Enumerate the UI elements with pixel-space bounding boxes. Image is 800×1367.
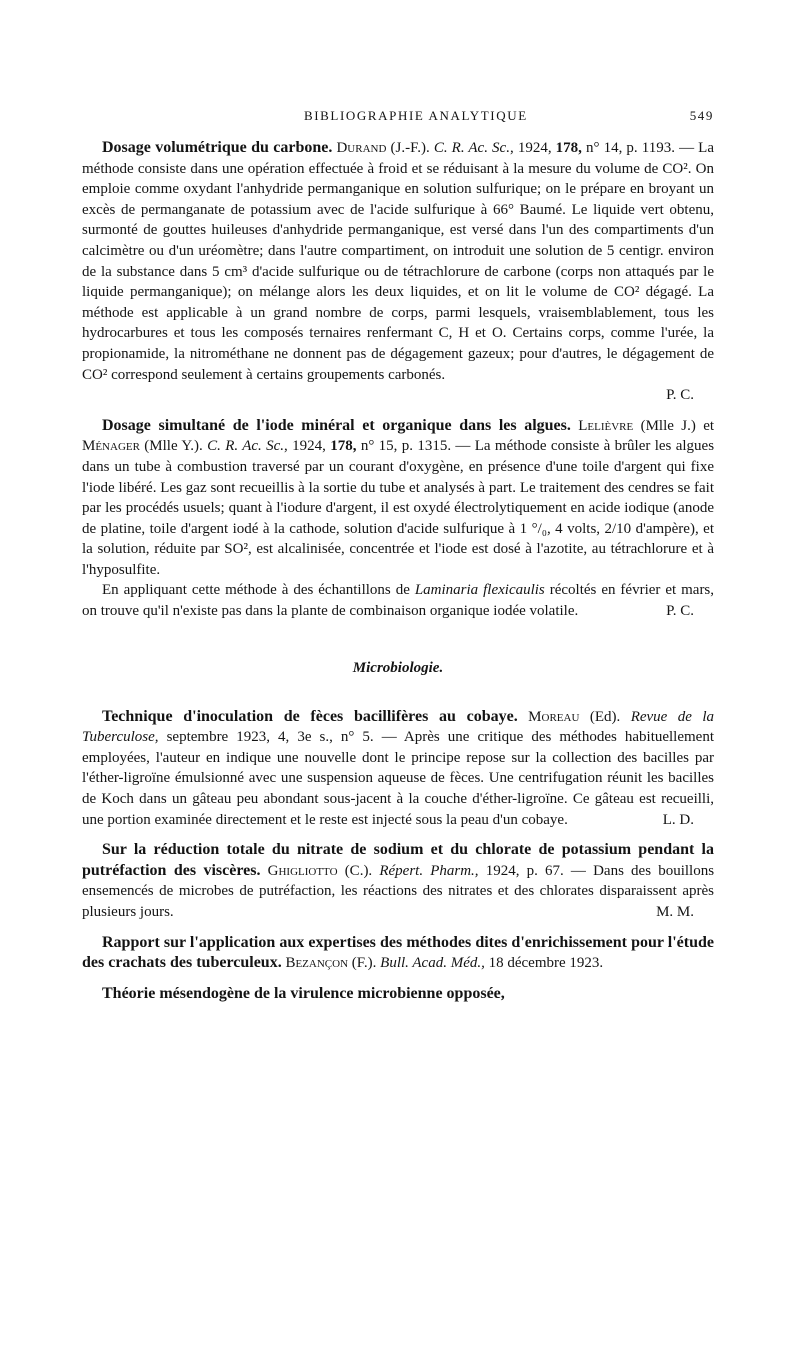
author-name: Bezançon <box>285 955 349 972</box>
abstract-text: Après une critique des méthodes habituellement employées, l'auteur en indique une nouvelle dont le principe repose sur la collection des bacilles par l'éther-ligroïne émulsionné avec une suspension aqueuse de fèces. Une centrifugation réunit les bacilles de Koch dans un gâteau peu abondant sous-jacent à la couche d'éther-ligroïne. Ce gâteau est recueilli, une portion examinée directement et le reste est injecté sous la peau d'un cobaye. <box>82 729 715 828</box>
author-initials: (F.). <box>351 955 377 972</box>
year: 1924, <box>292 438 326 455</box>
abstract-entry-carbone <box>82 138 714 406</box>
abstract-entry-reduction <box>82 840 714 922</box>
year: 1924, <box>517 140 552 156</box>
author-initials: (C.). <box>344 862 373 879</box>
entry-paragraph: Dosage simultané de l'iode minéral et organique dans les algues. Lelièvre (Mlle J.) et Ménager (Mlle Y.). C. R. Ac. Sc., 1924, 178, n° 15, p. 1315. — La méthode consiste à brûler les algues dans un tube à combustion traversé par un courant d'oxygène, en présence d'une toile d'argent qui fixe l'iode libéré. Les gaz sont recueillis à la sortie du tube et analysés à part. Le traitement des cendres se fait par les procédés usuels; quant à l'iodure d'argent, il est oxydé électrolytiquement en acide iodique (anode de platine, toile d'argent iodé à la cathode, solution d'acide sulfurique à 1 °/₀, 4 volts, 2/10 d'ampère), et la solution, réduite par SO², est alcalinisée, concentrée et l'iode est dosé à l'azotite, au tétrachlorure et à l'hyposulfite. <box>82 416 715 578</box>
entry-title: Dosage volumétrique du carbone. <box>102 139 333 156</box>
abstract-text: La méthode consiste à brûler les algues dans un tube à combustion traversé par un courant d'oxygène, en présence d'une toile d'argent qui fixe l'iode libéré. Les gaz sont recueillis à la sortie du tube et analysés à part. Le traitement des cendres se fait par les procédés usuels; quant à l'iodure d'argent, il est oxydé électrolytiquement en acide iodique (anode de platine, toile d'argent iodé à la cathode, solution d'acide sulfurique à 1 °/₀, 4 volts, 2/10 d'ampère), et la solution, réduite par SO², est alcalinisée, concentrée et l'iode est dosé à l'azotite, au tétrachlorure et à l'hyposulfite. <box>82 438 715 578</box>
author-name: Ménager <box>82 438 140 455</box>
species-name: Laminaria flexicaulis <box>414 582 545 599</box>
entry-title: Rapport sur l'application aux expertises des méthodes dites d'enrichissement pour l'étude des crachats des tuberculeux. <box>82 933 714 972</box>
entry-title: Dosage simultané de l'iode minéral et organique dans les algues. <box>102 416 571 434</box>
abstract-entry-iode <box>82 416 714 622</box>
signature: P. C. <box>666 603 694 620</box>
abstract-entry-rapport <box>82 933 714 974</box>
journal-name: Revue de la Tuberculose, <box>82 708 715 746</box>
journal-name: C. R. Ac. Sc. <box>433 140 510 156</box>
reference: 1924, p. 67. — <box>485 862 586 879</box>
signature: P. C. <box>666 387 694 404</box>
abstract-text: Dans des bouillons ensemencés de microbes de putréfaction, les réactions des nitrates et des chlorates disparaissent après plusieurs jours. <box>82 862 715 920</box>
running-header <box>82 108 714 124</box>
abstract-entry-theorie <box>82 984 714 1005</box>
author-name: Ghigliotto <box>267 862 338 879</box>
entry-paragraph <box>82 707 714 831</box>
signature: M. M. <box>656 904 694 920</box>
abstract-text: La méthode consiste dans une opération effectuée à froid et se réduisant à la mesure du volume de CO². On emploie comme oxydant l'anhydride permanganique en solution sulfurique; on le prépare en broyant un excès de permanganate de potassium avec de l'acide sulfurique à 66° Baumé. Le liquide vert obtenu, surmonté de gouttes huileuses d'anhydride permanganique, est versé dans l'un des compartiments d'un calcimètre ou d'un uréomètre; dans l'autre compartiment, on introduit une solution de 5 centigr. environ de la substance dans 5 cm³ d'acide sulfurique ou de tétrachlorure de carbone (corps non attaqués par le liquide permanganique); on mélange alors les deux liquides, et on lit le volume de CO² dégagé. La méthode est applicable à un grand nombre de corps, parmi lesquels, vraisemblablement, tous les hydrocarbures et tous les composés ternaires renfermant C, H et O. Certains corps, comme l'urée, la propionamide, la nitrométhane ne donnent pas de dégagement gazeux; pour d'autres, le dégagement de CO² correspond seulement à certains groupements carbonés. <box>82 140 714 383</box>
author-initials: (Mlle Y.). <box>144 438 203 455</box>
reference: n° 15, p. 1315. — <box>360 438 471 455</box>
author-initials: (Ed). <box>589 708 621 725</box>
volume: 178, <box>330 438 357 455</box>
author-initials: (Mlle J.) et <box>640 417 715 434</box>
abstract-text: En appliquant cette méthode à des échantillons de <box>102 582 410 599</box>
entry-title: Théorie mésendogène de la virulence microbienne opposée, <box>102 984 505 1002</box>
reference: 18 décembre 1923. <box>488 955 604 972</box>
entry-title: Sur la réduction totale du nitrate de sodium et du chlorate de potassium pendant la putréfaction des viscères. <box>82 841 714 879</box>
entry-paragraph-continued <box>82 580 714 621</box>
signature: L. D. <box>662 811 694 828</box>
reference: septembre 1923, 4, 3e s., n° 5. — <box>166 729 397 746</box>
entry-paragraph <box>82 840 714 922</box>
entry-paragraph: Dosage volumétrique du carbone. Durand (J.-F.). C. R. Ac. Sc., 1924, 178, n° 14, p. 1193. — La méthode consiste dans une opération effectuée à froid et se réduisant à la mesure du volume de CO². On emploie comme oxydant l'anhydride permanganique en solution sulfurique; on le prépare en broyant un excès de permanganate de potassium avec de l'acide sulfurique à 66° Baumé. Le liquide vert obtenu, surmonté de gouttes huileuses d'anhydride permanganique, est versé dans l'un des compartiments d'un calcimètre ou d'un uréomètre; dans l'autre compartiment, on introduit une solution de 5 centigr. environ de la substance dans 5 cm³ d'acide sulfurique ou de tétrachlorure de carbone (corps non attaqués par le liquide permanganique); on mélange alors les deux liquides, et on lit le volume de CO² dégagé. La méthode est applicable à un grand nombre de corps, parmi lesquels, vraisemblablement, tous les hydrocarbures et tous les composés ternaires renfermant C, H et O. Certains corps, comme l'urée, la propionamide, la nitrométhane ne donnent pas de dégagement gazeux; pour d'autres, le dégagement de CO² correspond seulement à certains groupements carbonés. <box>82 139 714 383</box>
author-initials: (J.-F.). <box>390 140 430 156</box>
abstract-text: récoltés en février et mars, on trouve qu'il n'existe pas dans la plante de combinaison organique iodée volatile. <box>82 582 715 620</box>
author-name: Lelièvre <box>578 417 634 434</box>
journal-name: Bull. Acad. Méd., <box>380 955 485 972</box>
volume: 178, <box>555 140 582 156</box>
entry-paragraph <box>82 984 714 1005</box>
author-name: Durand <box>336 140 387 156</box>
abstract-entry-inoculation <box>82 707 714 831</box>
page-number: 549 <box>689 108 714 123</box>
running-title: BIBLIOGRAPHIE ANALYTIQUE <box>303 108 528 123</box>
entry-paragraph <box>82 933 714 974</box>
section-heading: Microbiologie. <box>352 659 444 676</box>
entry-title: Technique d'inoculation de fèces bacillifères au cobaye. <box>102 707 518 725</box>
journal-name: C. R. Ac. Sc. <box>207 438 285 455</box>
author-name: Moreau <box>528 708 580 725</box>
reference: n° 14, p. 1193. — <box>586 140 695 156</box>
journal-name: Répert. Pharm., <box>379 862 479 879</box>
